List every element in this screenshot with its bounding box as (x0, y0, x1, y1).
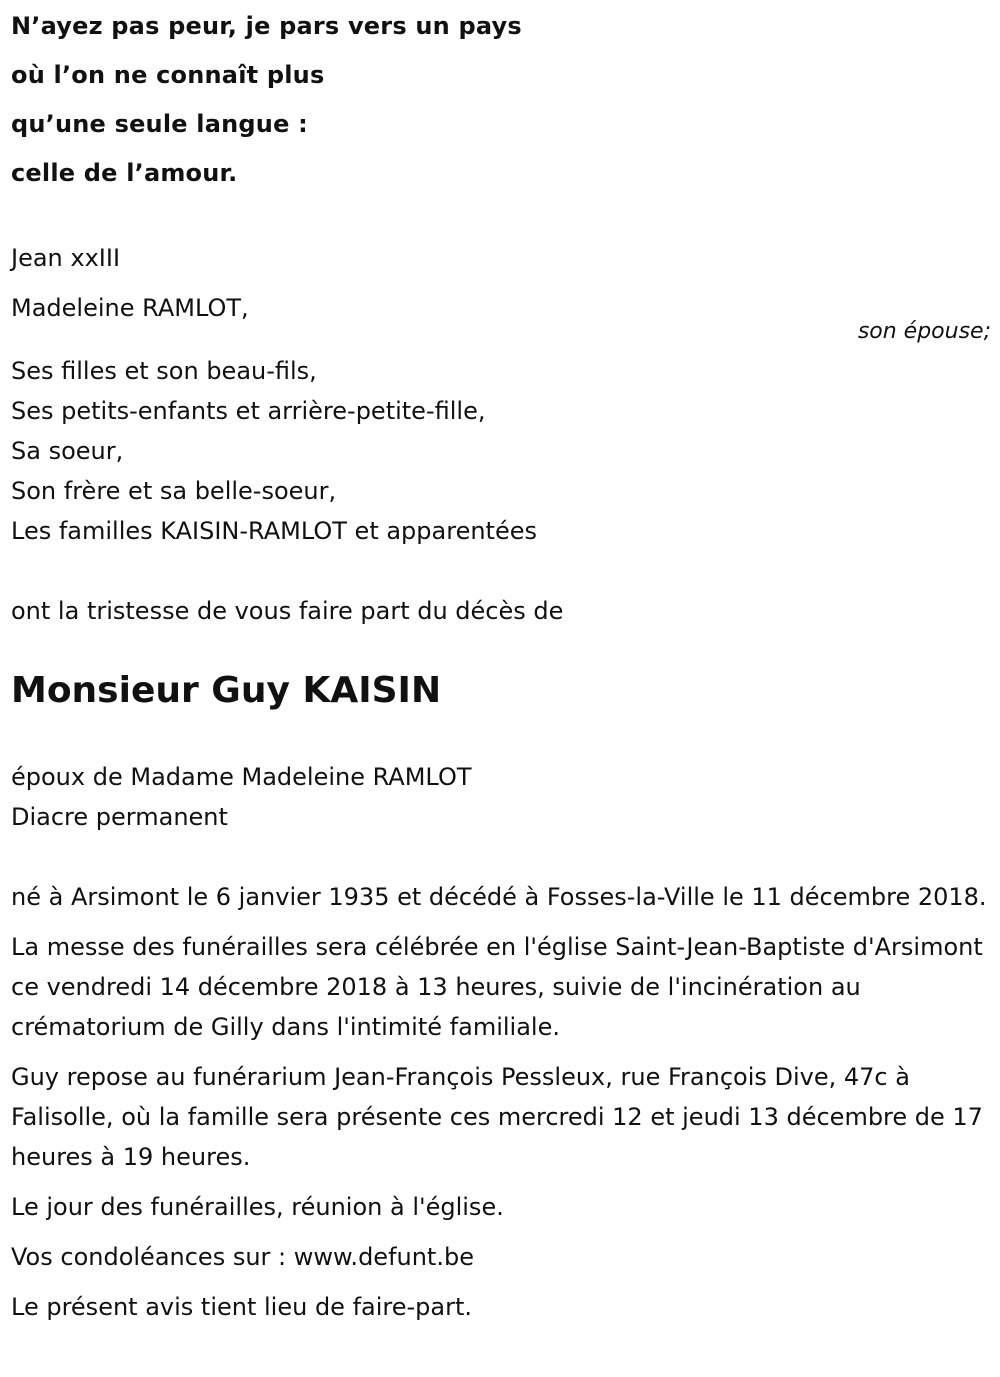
wife-role: son épouse; (857, 319, 991, 344)
opening-quote (11, 2, 991, 198)
deceased-title: Diacre permanent (11, 803, 228, 831)
family-line: Sa soeur, (11, 437, 124, 465)
obituary-notice (11, 0, 991, 1327)
family-line: Ses filles et son beau-fils, (11, 357, 317, 385)
quote-line: celle de l’amour. (11, 159, 238, 187)
deceased-name: Monsieur Guy KAISIN (11, 670, 442, 711)
quote-line: N’ayez pas peur, je pars vers un pays (11, 12, 522, 40)
wife-name: Madeleine RAMLOT, (11, 294, 249, 322)
wife-row (11, 293, 991, 345)
family-list (11, 351, 991, 551)
family-line: Son frère et sa belle-soeur, (11, 477, 337, 505)
family-line: Les familles KAISIN-RAMLOT et apparentées (11, 517, 537, 545)
deceased-spouse: époux de Madame Madeleine RAMLOT (11, 763, 472, 791)
meeting-paragraph: Le jour des funérailles, réunion à l'église. (11, 1193, 504, 1221)
quote-author: Jean xxIII (11, 244, 121, 272)
birth-death-paragraph: né à Arsimont le 6 janvier 1935 et décédé à Fosses-la-Ville le 11 décembre 2018. (11, 883, 987, 911)
funeral-paragraph: La messe des funérailles sera célébrée en l'église Saint-Jean-Baptiste d'Arsimont ce vendredi 14 décembre 2018 à 13 heures, suivie de l'incinération au crématorium de Gilly dans l'intimité familiale. (11, 933, 983, 1041)
family-line: Ses petits-enfants et arrière-petite-fille, (11, 397, 486, 425)
announcement: ont la tristesse de vous faire part du décès de (11, 597, 564, 625)
quote-line: qu’une seule langue : (11, 110, 308, 138)
visitation-paragraph: Guy repose au funérarium Jean-François Pessleux, rue François Dive, 47c à Falisolle, où la famille sera présente ces mercredi 12 et jeudi 13 décembre de 17 heures à 19 heures. (11, 1063, 983, 1171)
notice-paragraph: Le présent avis tient lieu de faire-part. (11, 1293, 473, 1321)
quote-line: où l’on ne connaît plus (11, 61, 325, 89)
condolences-paragraph: Vos condoléances sur : www.defunt.be (11, 1243, 474, 1271)
